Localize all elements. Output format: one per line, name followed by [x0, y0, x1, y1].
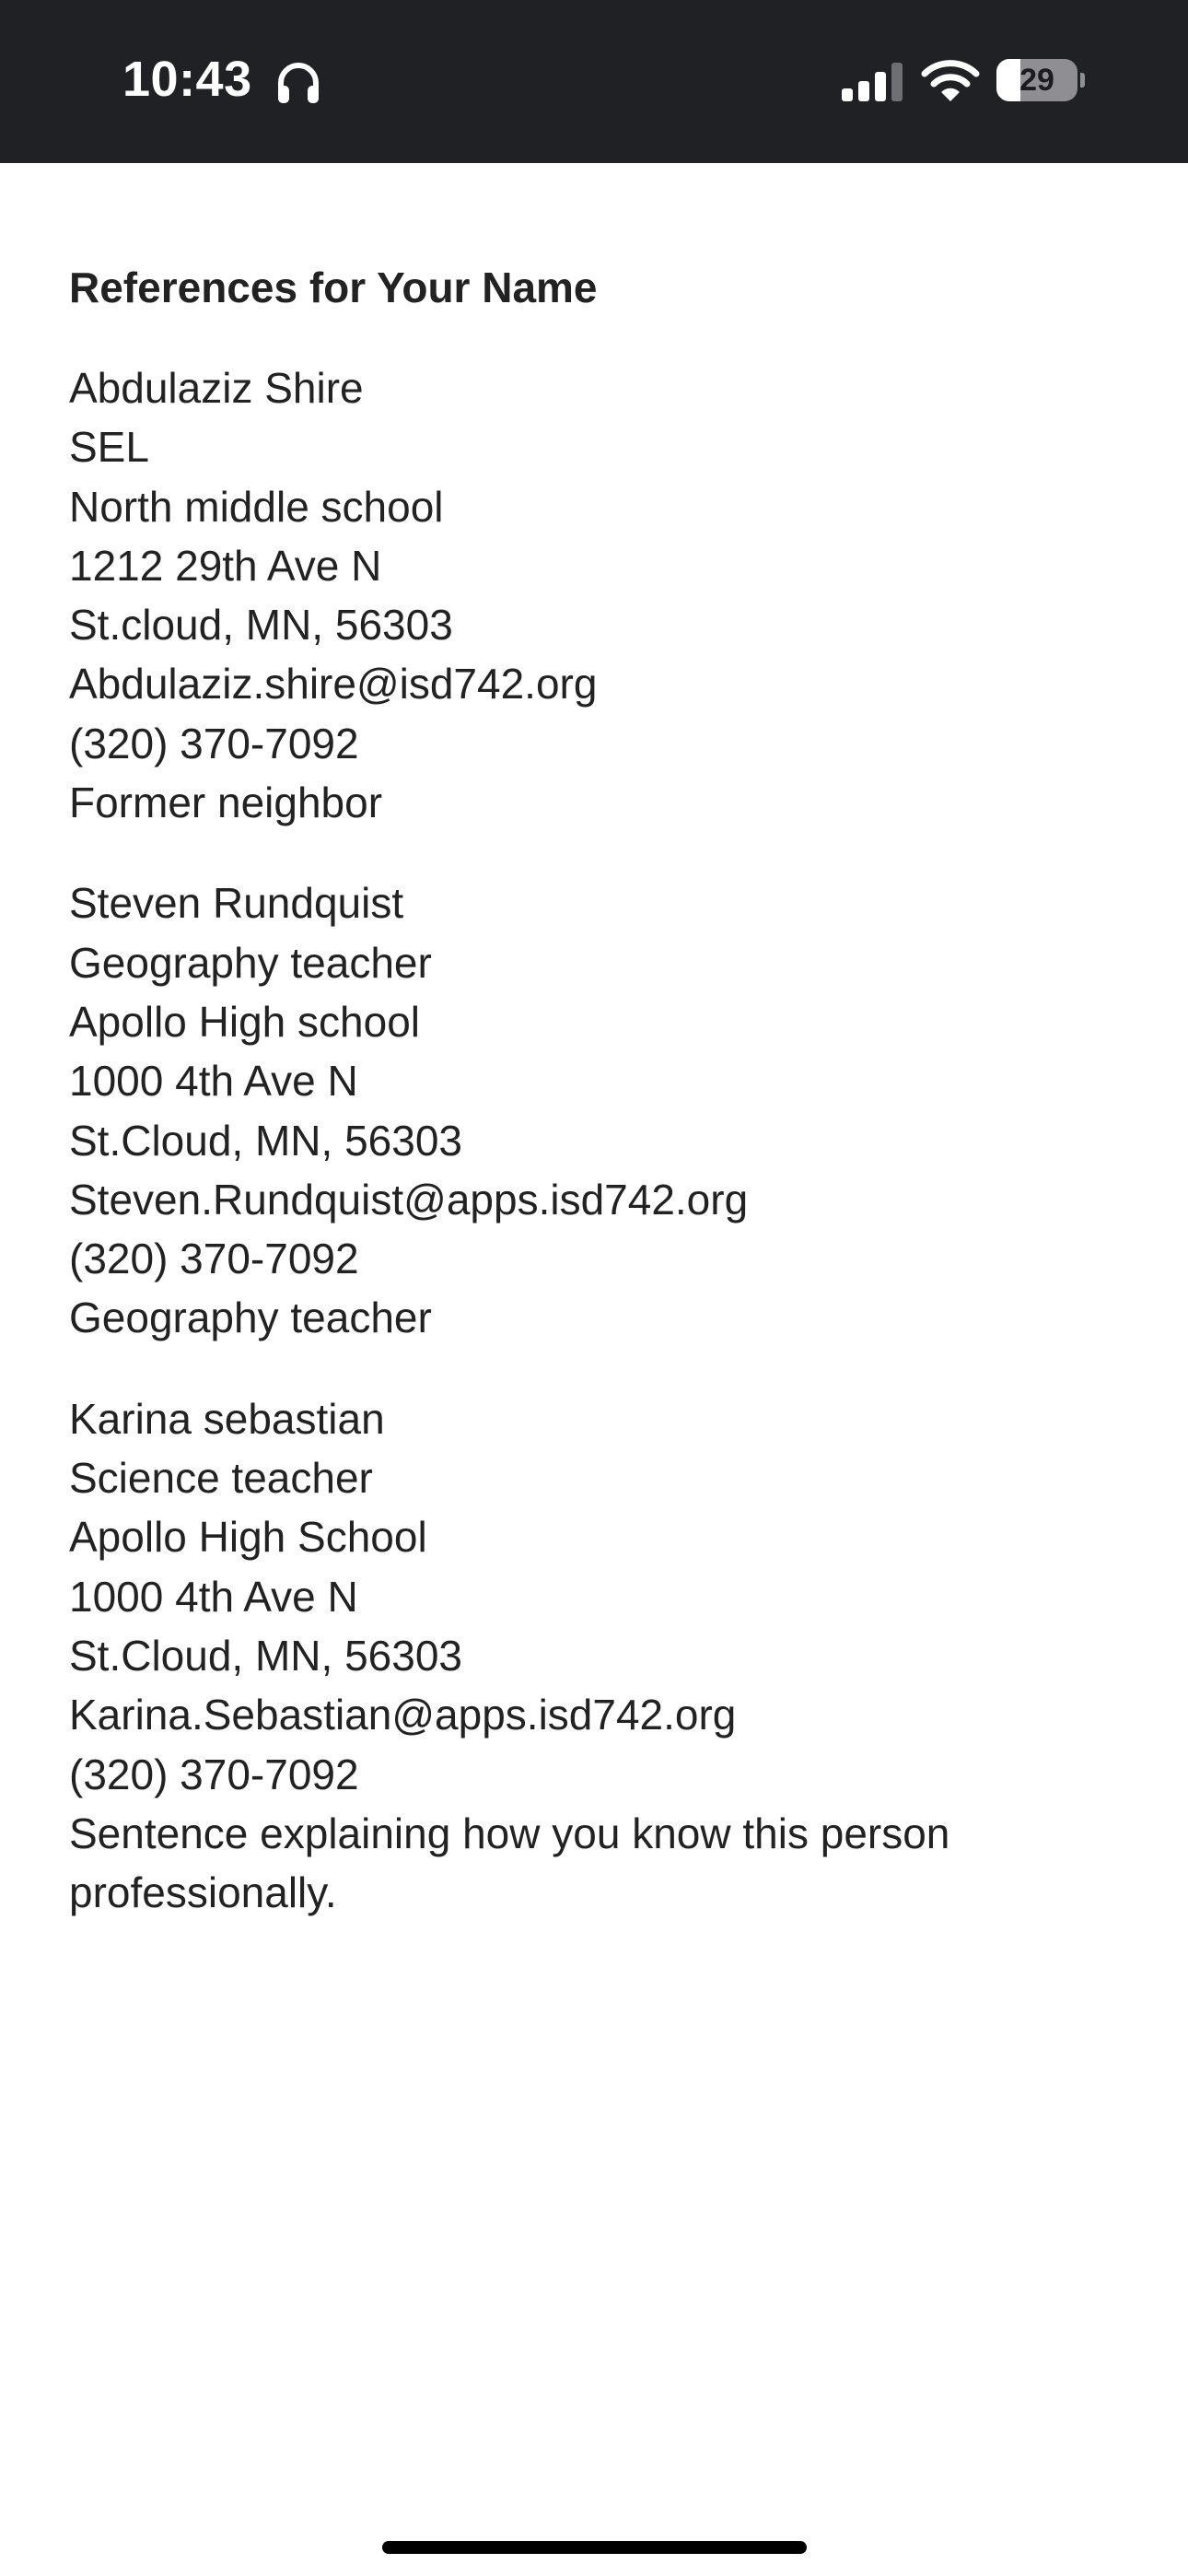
- document-title: References for Your Name: [69, 263, 598, 311]
- reference-line: Geography teacher: [69, 938, 432, 987]
- reference-line: 1000 4th Ave N: [69, 1057, 358, 1106]
- reference-entry: [69, 873, 1128, 1347]
- reference-line: Abdulaziz.shire@isd742.org: [69, 660, 598, 708]
- reference-line: St.Cloud, MN, 56303: [69, 1631, 463, 1680]
- reference-line: Science teacher: [69, 1454, 373, 1503]
- battery-body: [996, 59, 1077, 101]
- reference-line: Apollo High school: [69, 997, 421, 1046]
- reference-entry: [69, 1389, 1128, 1923]
- reference-line: 1212 29th Ave N: [69, 541, 382, 590]
- reference-line: (320) 370-7092: [69, 1750, 359, 1798]
- reference-line: Sentence explaining how you know this person: [69, 1809, 950, 1857]
- status-bar: [0, 0, 1188, 163]
- reference-line: Abdulaziz Shire: [69, 364, 364, 412]
- reference-line: St.cloud, MN, 56303: [69, 601, 453, 650]
- reference-line: Karina sebastian: [69, 1394, 385, 1443]
- references-list: [69, 358, 1128, 1922]
- reference-line: Karina.Sebastian@apps.isd742.org: [69, 1691, 737, 1739]
- reference-line: (320) 370-7092: [69, 719, 359, 767]
- reference-line: North middle school: [69, 482, 444, 531]
- headphones-icon: [275, 61, 321, 105]
- cellular-signal-icon: [842, 63, 903, 101]
- battery-cap: [1080, 73, 1085, 88]
- wifi-icon: [921, 58, 980, 102]
- reference-line: Geography teacher: [69, 1294, 432, 1342]
- home-indicator[interactable]: [382, 2541, 807, 2554]
- status-time: 10:43: [122, 52, 252, 107]
- reference-line: Steven Rundquist: [69, 879, 404, 928]
- battery-level: 29: [1019, 63, 1054, 98]
- battery-icon: [996, 59, 1085, 101]
- reference-line: Apollo High School: [69, 1513, 427, 1562]
- reference-line: 1000 4th Ave N: [69, 1572, 358, 1621]
- reference-line: Former neighbor: [69, 779, 383, 827]
- reference-line: St.Cloud, MN, 56303: [69, 1116, 463, 1165]
- reference-line: (320) 370-7092: [69, 1235, 359, 1283]
- reference-entry: [69, 358, 1128, 832]
- references-document: [69, 258, 1128, 1963]
- reference-line: Steven.Rundquist@apps.isd742.org: [69, 1175, 749, 1224]
- reference-line: SEL: [69, 423, 149, 472]
- reference-line: professionally.: [69, 1868, 337, 1917]
